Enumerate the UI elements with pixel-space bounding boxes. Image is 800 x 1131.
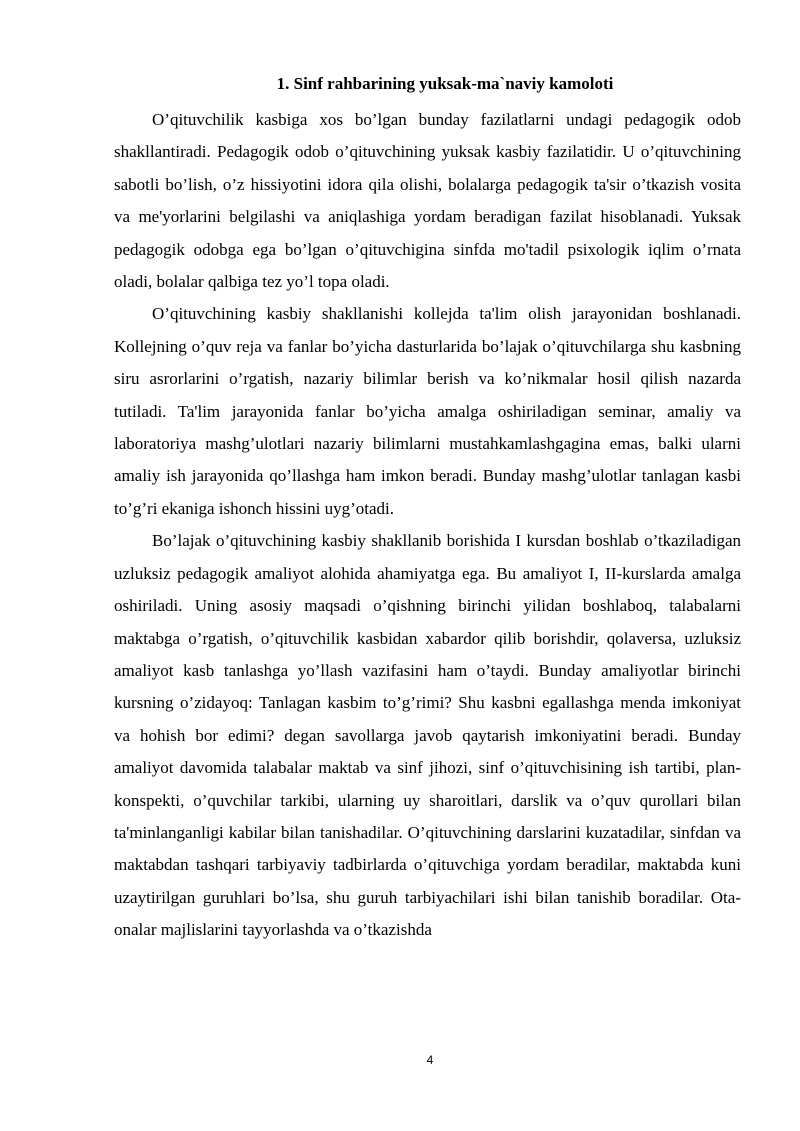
paragraph-1: O’qituvchilik kasbiga xos bo’lgan bunday fazilatlarni undagi pedagogik odob shakllantiradi. Pedagogik odob o’qituvchining yuksak kasbiy fazilatidir. U o’qituvchining sabotli bo’lish, o’z hissiyotini idora qila olishi, bolalarga pedagogik ta'sir o’tkazish vosita va me'yorlarini belgilashi va aniqlashiga yordam beradigan fazilat hisoblanadi. Yuksak pedagogik odobga ega bo’lgan o’qituvchigina sinfda mo'tadil psixologik iqlim o’rnata oladi, bolalar qalbiga tez yo’l topa oladi. bbox=[114, 110, 741, 292]
paragraph-2: O’qituvchining kasbiy shakllanishi kollejda ta'lim olish jarayonidan boshlanadi. Kollejning o’quv reja va fanlar bo’yicha dasturlarida bo’lajak o’qituvchilarga shu kasbning siru asrorlarini o’rgatish, nazariy bilimlar berish va ko’nikmalar hosil qilish nazarda tutiladi. Ta'lim jarayonida fanlar bo’yicha amalga oshiriladigan seminar, amaliy va laboratoriya mashg’ulotlari nazariy bilimlarni mustahkamlashgagina emas, balki ularni amaliy ish jarayonida qo’llashga ham imkon beradi. Bunday mashg’ulotlar tanlagan kasbi to’g’ri ekaniga ishonch hissini uyg’otadi. bbox=[114, 304, 741, 518]
section-heading: 1. Sinf rahbarining yuksak-ma`naviy kamoloti bbox=[276, 74, 614, 93]
page-number: 4 bbox=[426, 1053, 434, 1067]
paragraph-3: Bo’lajak o’qituvchining kasbiy shakllanib borishida I kursdan boshlab o’tkaziladigan uzluksiz pedagogik amaliyot alohida ahamiyatga ega. Bu amaliyot I, II-kurslarda amalga oshiriladi. Uning asosiy maqsadi o’qishning birinchi yilidan boshlaboq, talabalarni maktabga o’rgatish, o’qituvchilik kasbidan xabardor qilib borishdir, qolaversa, uzluksiz amaliyot kasb tanlashga yo’llash vazifasini ham o’taydi. Bunday amaliyotlar birinchi kursning o’zidayoq: Tanlagan kasbim to’g’rimi? Shu kasbni egallashga menda imkoniyat va hohish bor edimi? degan savollarga javob qaytarish imkoniyatini beradi. Bunday amaliyot davomida talabalar maktab va sinf jihozi, sinf o’qituvchisining ish tartibi, plan-konspekti, o’quvchilar tarkibi, ularning uy sharoitlari, darslik va o’quv qurollari bilan ta'minlanganligi kabilar bilan tanishadilar. O’qituvchining darslarini kuzatadilar, sinfdan va maktabdan tashqari tarbiyaviy tadbirlarda o’qituvchiga yordam beradilar, maktabda kuni uzaytirilgan guruhlari bo’lsa, shu guruh tarbiyachilari ishi bilan tanishib boradilar. Ota-onalar majlislarini tayyorlashda va o’tkazishda bbox=[114, 531, 741, 940]
body-text bbox=[114, 104, 741, 947]
